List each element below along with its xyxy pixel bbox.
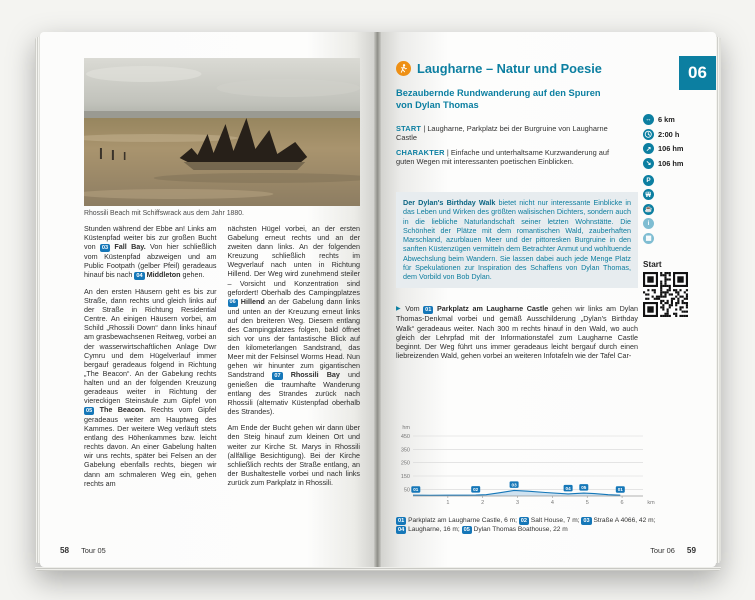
- paragraph: nächsten Hügel vorbei, an der ersten Gabelung erneut rechts und an der zweiten dann links. An der folgenden Kreuzung schließlich rechts im Wegverlauf nach unten in Richtung Hillend. Der Weg wird zunehmend steiler – Vorsicht und Konzentration sind gefordert! Oberhalb des Campingplatzes 06 Hillend an der Gabelung dann links und unten an der Kreuzung erneut links auf den breiteren Weg. Diesem entlang des Campingplatzes folgen, bald öffnet sich vor uns der fantastische Blick auf den kilometerlangen Sandstrand, das Meer mit der Felsinsel Worms Head. Nun gehen wir hinunter zum gigantischen Sandstrand 07 Rhossili Bay und genießen die traumhafte Wanderung entlang des Strandes zurück nach Rhossili (alternativ Küstenpfad oberhalb des Strandes).: [227, 224, 360, 417]
- svg-text:4: 4: [550, 500, 554, 506]
- body-text: [84, 224, 360, 544]
- info-start: [396, 124, 628, 143]
- waypoint-badge: 02: [520, 517, 527, 524]
- svg-text:150: 150: [400, 474, 410, 480]
- waypoint-badge: 04: [398, 526, 405, 533]
- stat-ascent: [643, 143, 715, 154]
- svg-text:6: 6: [620, 500, 624, 506]
- svg-text:hm: hm: [402, 425, 410, 431]
- svg-text:50: 50: [403, 487, 410, 494]
- route-description: [396, 304, 638, 361]
- waypoint-badge: 01: [425, 306, 432, 313]
- svg-text:5: 5: [585, 500, 589, 506]
- right-page-footer: [650, 546, 696, 555]
- svg-text:2: 2: [481, 500, 485, 506]
- start-label: Start: [643, 259, 662, 269]
- stat-value: 2:00 h: [658, 129, 680, 139]
- info-text: | Einfache und unterhaltsame Kurzwanderung auf guten Wegen mit interessanten poetischen Einblicken.: [396, 147, 610, 167]
- svg-text:450: 450: [400, 434, 410, 440]
- info-icon: i: [643, 218, 654, 229]
- elevation-profile-chart: [395, 422, 659, 510]
- legend-item: [519, 517, 582, 524]
- info-text: | Laugharne, Parkplatz bei der Burgruine von Laugharne Castle: [396, 124, 608, 143]
- legend-text: Salt House, 7 m;: [528, 517, 582, 524]
- waypoint-legend: [396, 516, 660, 534]
- stat-value: 106 hm: [658, 144, 684, 153]
- intro-paragraph: Der Dylan's Birthday Walk bietet nicht nur interessante Einblicke in das Leben und Wirken des größten walisischen Dichters, sondern auch in die liebliche Naturlandschaft seiner letzten Wohnstätte. Die Schönheit der Plätze mit dem romantischen Wald, zauberhaften Marschland, azurblauen Meer und der pittoresken Burgruine in den sanften Küstenzügen vermitteln dem Betrachter Anmut und wohltuende Abwechslung beim Wandern. Sie lassen dabei auch jede Menge Platz für Spekulationen zur Inspiration des Schaffens von Dylan Thomas, dem Vorbild von Bob Dylan.: [396, 192, 638, 288]
- book-spine: [374, 32, 381, 567]
- text-column-2: [228, 224, 361, 544]
- legend-text: Parkplatz am Laugharne Castle, 6 m;: [406, 517, 519, 524]
- restaurant-icon: ☕: [643, 204, 654, 215]
- waypoint-badge: 04: [136, 272, 143, 279]
- time-icon: [643, 129, 654, 140]
- legend-item: [462, 526, 568, 533]
- distance-icon: ↔: [643, 114, 654, 125]
- stat-restaurant: [643, 204, 715, 215]
- route-marker-icon: ▶: [396, 306, 403, 312]
- info-label: START: [396, 124, 424, 133]
- waypoint-badge: 06: [229, 299, 236, 306]
- text-column-1: [84, 224, 217, 544]
- svg-text:01: 01: [413, 487, 419, 493]
- page-stack-edge-bottom: [35, 567, 721, 571]
- svg-text:02: 02: [473, 487, 479, 493]
- tour-info-block: [396, 124, 628, 172]
- waypoint-badge: 03: [583, 517, 590, 524]
- beach-photo-illustration: [84, 58, 360, 206]
- waypoint-badge: 07: [274, 372, 281, 379]
- legend-text: Straße A 4066, 42 m;: [591, 517, 656, 524]
- svg-text:250: 250: [400, 460, 410, 467]
- stat-value: 106 hm: [658, 158, 684, 168]
- left-page: [40, 32, 374, 567]
- legend-item: [396, 517, 519, 524]
- tour-subtitle: Bezaubernde Rundwanderung auf den Spuren von Dylan Thomas: [396, 88, 601, 110]
- svg-text:03: 03: [511, 482, 517, 488]
- tour-feature-icons: [643, 175, 715, 244]
- legend-item: [396, 526, 462, 533]
- waypoint-badge: 03: [101, 244, 109, 251]
- stat-descent: [643, 158, 715, 169]
- page-number: 59: [686, 546, 696, 555]
- grid-icon: ▦: [643, 233, 654, 244]
- svg-text:04: 04: [565, 485, 571, 491]
- info-label: CHARAKTER: [396, 147, 447, 157]
- stat-bus: [643, 189, 715, 200]
- stat-value: 6 km: [658, 115, 675, 124]
- qr-code: [643, 272, 688, 317]
- svg-text:05: 05: [581, 485, 587, 491]
- stat-parking: [643, 175, 715, 186]
- info-charakter: [396, 148, 628, 167]
- svg-text:km: km: [647, 500, 655, 506]
- legend-text: Laugharne, 16 m;: [406, 526, 462, 534]
- paragraph: An den ersten Häusern geht es bis zur Straße, dann rechts und gleich links auf der Straße in Richtung Residential Centre. An einigen Häusern vorbei, am Schild „Rhossili Down“ dann links hinauf am grasbewachsenen Reitweg, vorbei an der wasserwirtschaftlichen Anlage Dwr Cymru und dem Hügelverlauf immer bergauf geradeaus folgend in Richtung „The Beacon“. An der Gabelung rechts halten und an der folgenden Kreuzung geradeaus weiter in Richtung der viereckigen Steinsäule zum Gipfel von 05 The Beacon. Rechts vom Gipfel geradeaus weiter am Hauptweg des Kammes. Der weitere Weg verläuft stets entlang des Höhenkammes bzw. leicht rechts davon. An einer Gabelung halten wir uns rechts, später bei Felsen an der Gabelung ebenfalls rechts, biegen wir dann am schmaleren Weg ein, gehen rechts am: [84, 286, 217, 488]
- descent-icon: ↘: [643, 158, 654, 169]
- tour-stats: [643, 114, 715, 169]
- waypoint-badge: 05: [463, 526, 470, 533]
- right-page: [381, 32, 716, 567]
- guidebook-spread: [40, 32, 716, 567]
- left-page-footer: [60, 546, 106, 555]
- stat-info: [643, 218, 715, 229]
- hiker-icon: [396, 61, 411, 76]
- svg-text:1: 1: [446, 500, 450, 506]
- stat-time: [643, 129, 715, 140]
- paragraph: Am Ende der Bucht gehen wir dann über den Steig hinauf zum kleinen Ort und weiter zur Kirche St. Marys in Rhossili (allfällige Besichtigung). Bei der Kirche schließlich rechts der Straße entlang, an der Bushaltestelle vorbei und nach links zurück zum Parkplatz in Rhossili.: [227, 423, 360, 487]
- page-number: 58: [60, 546, 70, 555]
- waypoint-badge: 01: [398, 517, 405, 524]
- stat-grid: [643, 233, 715, 244]
- parking-icon: P: [643, 175, 654, 186]
- bus-icon: [643, 189, 654, 200]
- route-text: Vom 01 Parkplatz am Laugharne Castle gehen wir links am Dylan Thomas-Denkmal vorbei und gemäß Ausschilderung „Dylan's Birthday Walk“ geradeaus weiter. Nach 300 m rechts hinauf in den Wald, wo auch gleich der Lehrpfad mit der Informationstafel zum Laugharne Castle beginnt. Der Weg führt uns immer geradeaus leicht bergauf durch einen liebreizenden Wald, gehen vorbei an weiteren Infotafeln wie der Tafel Car-: [396, 304, 638, 361]
- legend-item: [581, 517, 655, 524]
- tour-facts-rail: [643, 114, 715, 317]
- paragraph: Stunden während der Ebbe an! Links am Küstenpfad weiter bis zur großen Bucht von 03 Fall Bay. Von hier schließlich vom Küstenpfad abzweigen und am Public Footpath (gelber Pfeil) geradeaus hinauf bis nach 04 Middleton gehen.: [84, 224, 217, 280]
- svg-text:3: 3: [516, 500, 520, 506]
- shipwreck-photo: [84, 58, 360, 206]
- tour-header: [396, 61, 602, 76]
- tour-label: Tour 05: [81, 546, 106, 555]
- legend-text: Dylan Thomas Boathouse, 22 m: [471, 526, 568, 534]
- stat-distance: [643, 114, 715, 125]
- tour-label: Tour 06: [650, 546, 675, 555]
- photo-caption: Rhossili Beach mit Schiffswrack aus dem Jahr 1880.: [84, 210, 244, 217]
- svg-text:01: 01: [617, 487, 623, 493]
- tour-title: Laugharne – Natur und Poesie: [417, 61, 602, 76]
- tour-number-badge: 06: [679, 56, 716, 90]
- page-stack-edge-right: [716, 37, 721, 563]
- svg-text:350: 350: [400, 447, 410, 454]
- waypoint-badge: 05: [86, 407, 93, 414]
- ascent-icon: ↗: [643, 143, 654, 154]
